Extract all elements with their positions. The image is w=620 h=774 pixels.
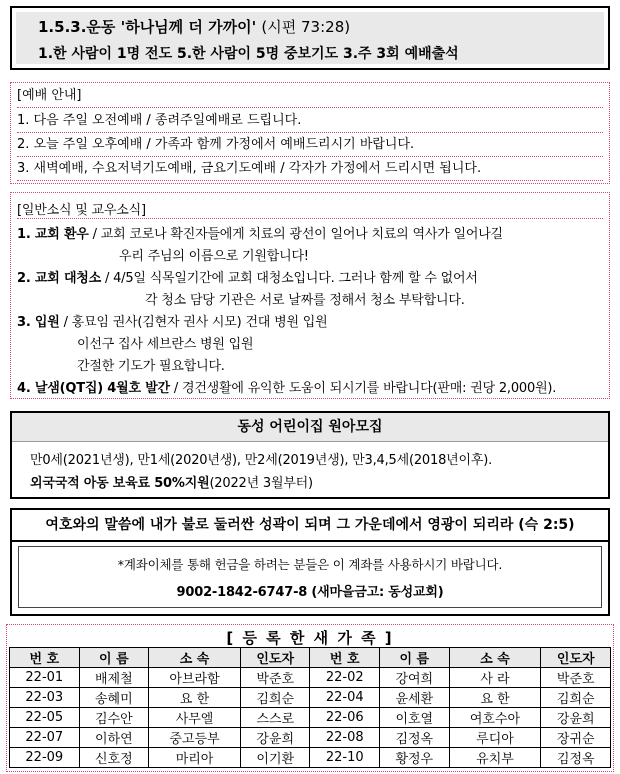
campaign-title (38, 16, 350, 37)
news-item-2 (17, 267, 478, 286)
table-cell: 배제철 (79, 668, 148, 688)
col-header: 이 름 (79, 648, 148, 668)
news-item-1-lead: 1. 교회 환우 (17, 227, 89, 242)
news-item-4-text: / 경건생활에 유익한 도움이 되시기를 바랍니다(판매: 권당 2,000원). (169, 381, 557, 396)
daycare-subsidy-bold: 외국국적 아동 보육료 50%지원 (30, 476, 210, 491)
table-cell: 여호수아 (449, 708, 541, 728)
table-cell: 강윤희 (241, 728, 310, 748)
new-family-section (6, 624, 614, 772)
table-cell: 김정옥 (541, 748, 611, 768)
table-cell: 요 한 (149, 688, 241, 708)
news-section (10, 192, 610, 399)
table-cell: 22-09 (10, 748, 80, 768)
new-family-title: [ 등 록 한 새 가 족 ] (226, 629, 394, 647)
table-cell: 이하연 (79, 728, 148, 748)
news-item-2-cont: 각 청소 담당 기관은 서로 날짜를 정해서 청소 부탁합니다. (145, 293, 465, 308)
table-cell: 황정우 (380, 748, 449, 768)
table-cell: 이기환 (241, 748, 310, 768)
header-banner (10, 6, 610, 70)
worship-item-3-text: 새벽예배, 수요저녁기도예배, 금요기도예배 / 각자가 가정에서 드리시면 됩니다. (33, 161, 482, 176)
worship-section (10, 82, 610, 184)
news-item-4 (17, 377, 556, 396)
table-cell: 박준호 (541, 668, 611, 688)
table-cell: 윤세환 (380, 688, 449, 708)
news-item-4-lead: 4. 날샘(QT집) 4월호 발간 (17, 381, 170, 396)
daycare-notice (10, 411, 610, 499)
worship-item-1-text: 다음 주일 오전예배 / 종려주일예배로 드립니다. (33, 113, 302, 128)
worship-item-1-num: 1. (17, 113, 30, 128)
table-cell: 22-03 (10, 688, 80, 708)
table-cell: 22-08 (310, 728, 380, 748)
col-header: 인도자 (541, 648, 611, 668)
bank-account: 9002-1842-6747-8 (새마을금고: 동성교회) (176, 585, 444, 600)
table-row (10, 668, 611, 688)
table-cell: 마리아 (149, 748, 241, 768)
table-cell: 22-06 (310, 708, 380, 728)
table-cell: 김정옥 (380, 728, 449, 748)
table-cell: 송혜미 (79, 688, 148, 708)
worship-item-1 (17, 110, 603, 133)
campaign-title-text: 1.5.3.운동 '하나님께 더 가까이' (38, 18, 257, 36)
table-cell: 아브라함 (149, 668, 241, 688)
table-cell: 스스로 (241, 708, 310, 728)
col-header: 소 속 (449, 648, 541, 668)
col-header: 소 속 (149, 648, 241, 668)
worship-item-2-text: 오늘 주일 오후예배 / 가족과 함께 가정에서 예배드리시기 바랍니다. (33, 137, 415, 152)
col-header: 인도자 (241, 648, 310, 668)
news-item-3-lead: 3. 입원 (17, 315, 60, 330)
table-cell: 강여희 (380, 668, 449, 688)
table-cell: 장귀순 (541, 728, 611, 748)
new-family-table (9, 647, 611, 768)
offering-note: *계좌이체를 통해 헌금을 하려는 분들은 이 계좌를 사용하시기 바랍니다. (117, 557, 503, 572)
news-item-3-cont-1: 이선구 집사 세브란스 병원 입원 (77, 337, 254, 352)
bible-verse: 여호와의 말씀에 내가 불로 둘러싼 성곽이 되며 그 가운데에서 영광이 되리라 (슥 2:5) (12, 510, 608, 542)
col-header: 번 호 (10, 648, 80, 668)
table-cell: 22-07 (10, 728, 80, 748)
table-cell: 22-04 (310, 688, 380, 708)
table-cell: 22-05 (10, 708, 80, 728)
worship-item-2-num: 2. (17, 137, 30, 152)
table-cell: 신호정 (79, 748, 148, 768)
table-cell: 루디아 (449, 728, 541, 748)
col-header: 번 호 (310, 648, 380, 668)
news-item-3-cont-2: 간절한 기도가 필요합니다. (77, 359, 225, 374)
table-cell: 중고등부 (149, 728, 241, 748)
news-item-3 (17, 311, 327, 330)
table-cell: 김수안 (79, 708, 148, 728)
news-heading: [일반소식 및 교우소식] (17, 199, 603, 219)
table-cell: 요 한 (449, 688, 541, 708)
table-cell: 사무엘 (149, 708, 241, 728)
table-cell: 김희순 (241, 688, 310, 708)
daycare-subsidy (30, 472, 313, 491)
offering-info (18, 546, 602, 608)
psalm-reference: (시편 73:28) (261, 18, 351, 36)
daycare-subsidy-date: (2022년 3월부터) (209, 476, 313, 491)
table-row (10, 728, 611, 748)
campaign-subtitle: 1.한 사람이 1명 전도 5.한 사람이 5명 중보기도 3.주 3회 예배출석 (38, 46, 459, 62)
worship-item-2 (17, 134, 603, 157)
table-cell: 박준호 (241, 668, 310, 688)
table-header-row (10, 648, 611, 668)
news-item-1-cont: 우리 주님의 이름으로 기원합니다! (119, 249, 309, 264)
worship-item-3 (17, 158, 603, 181)
daycare-ages: 만0세(2021년생), 만1세(2020년생), 만2세(2019년생), 만3,4,5세(2018년이후). (30, 453, 493, 468)
worship-heading: [예배 안내] (17, 85, 603, 108)
table-row (10, 748, 611, 768)
table-cell: 22-02 (310, 668, 380, 688)
table-cell: 이호열 (380, 708, 449, 728)
table-cell: 유치부 (449, 748, 541, 768)
worship-item-3-num: 3. (17, 161, 30, 176)
verse-box (10, 508, 610, 616)
table-row (10, 708, 611, 728)
news-item-2-text: / 4/5일 식목일기간에 교회 대청소입니다. 그러나 함께 할 수 없어서 (101, 271, 478, 286)
table-row (10, 688, 611, 708)
table-cell: 사 라 (449, 668, 541, 688)
news-item-3-text: / 홍묘임 권사(김현자 권사 시모) 건대 병원 입원 (59, 315, 328, 330)
table-cell: 22-01 (10, 668, 80, 688)
table-cell: 22-10 (310, 748, 380, 768)
table-cell: 강윤희 (541, 708, 611, 728)
news-item-2-lead: 2. 교회 대청소 (17, 271, 102, 286)
table-cell: 김희순 (541, 688, 611, 708)
news-item-1 (17, 223, 503, 242)
col-header: 이 름 (380, 648, 449, 668)
daycare-title: 동성 어린이집 원아모집 (12, 413, 608, 442)
news-item-1-text: / 교회 코로나 확진자들에게 치료의 광선이 일어나 치료의 역사가 일어나길 (88, 227, 503, 242)
